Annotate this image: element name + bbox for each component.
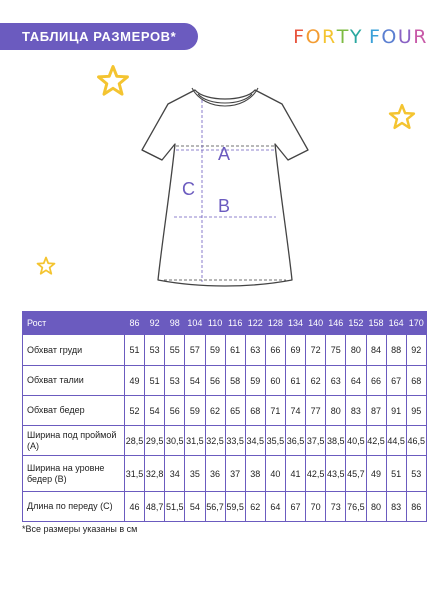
table-cell: 66 bbox=[366, 366, 386, 396]
table-cell: 61 bbox=[286, 366, 306, 396]
footnote: *Все размеры указаны в см bbox=[22, 524, 138, 534]
table-cell: 67 bbox=[386, 366, 406, 396]
table-cell: 74 bbox=[286, 396, 306, 426]
table-cell: 80 bbox=[366, 492, 386, 522]
table-cell: 59 bbox=[185, 396, 205, 426]
table-cell: 53 bbox=[145, 335, 165, 366]
size-table bbox=[22, 311, 427, 522]
table-cell: 41 bbox=[286, 456, 306, 492]
table-cell: 57 bbox=[185, 335, 205, 366]
table-cell: 63 bbox=[326, 366, 346, 396]
table-cell: 51 bbox=[145, 366, 165, 396]
table-cell: 31,5 bbox=[185, 426, 205, 456]
table-cell: 32,5 bbox=[205, 426, 225, 456]
table-cell: 33,5 bbox=[225, 426, 245, 456]
table-row bbox=[23, 335, 427, 366]
label-b: B bbox=[218, 196, 231, 216]
table-cell: 69 bbox=[286, 335, 306, 366]
table-cell: 80 bbox=[326, 396, 346, 426]
logo-letter: R bbox=[322, 26, 337, 48]
table-cell: 56,7 bbox=[205, 492, 225, 522]
dress-diagram bbox=[140, 82, 310, 292]
logo-letter: O bbox=[381, 26, 398, 48]
size-header-cell: 122 bbox=[245, 312, 265, 335]
logo-letter: U bbox=[397, 26, 414, 48]
table-cell: 67 bbox=[286, 492, 306, 522]
table-cell: 30,5 bbox=[165, 426, 185, 456]
table-cell: 62 bbox=[306, 366, 326, 396]
logo-letter: T bbox=[336, 26, 350, 48]
title-banner bbox=[0, 23, 198, 50]
table-cell: 60 bbox=[265, 366, 285, 396]
table-cell: 40,5 bbox=[346, 426, 366, 456]
table-cell: 44,5 bbox=[386, 426, 406, 456]
logo-letter: Y bbox=[349, 26, 363, 48]
banner-title: ТАБЛИЦА РАЗМЕРОВ* bbox=[22, 29, 177, 44]
table-cell: 88 bbox=[386, 335, 406, 366]
table-cell: 73 bbox=[326, 492, 346, 522]
table-cell: 62 bbox=[205, 396, 225, 426]
label-a: A bbox=[218, 144, 231, 164]
table-cell: 83 bbox=[386, 492, 406, 522]
table-cell: 42,5 bbox=[366, 426, 386, 456]
table-cell: 68 bbox=[406, 366, 426, 396]
table-cell: 75 bbox=[326, 335, 346, 366]
table-cell: 91 bbox=[386, 396, 406, 426]
table-cell: 70 bbox=[306, 492, 326, 522]
table-cell: 63 bbox=[245, 335, 265, 366]
table-cell: 45,7 bbox=[346, 456, 366, 492]
table-cell: 52 bbox=[125, 396, 145, 426]
table-row bbox=[23, 426, 427, 456]
table-cell: 76,5 bbox=[346, 492, 366, 522]
table-cell: 92 bbox=[406, 335, 426, 366]
table-row bbox=[23, 456, 427, 492]
table-row bbox=[23, 396, 427, 426]
table-cell: 56 bbox=[205, 366, 225, 396]
dress-outline bbox=[142, 90, 308, 286]
table-cell: 86 bbox=[406, 492, 426, 522]
table-cell: 38,5 bbox=[326, 426, 346, 456]
table-cell: 65 bbox=[225, 396, 245, 426]
logo-letter: R bbox=[413, 26, 428, 48]
table-cell: 34 bbox=[165, 456, 185, 492]
table-cell: 42,5 bbox=[306, 456, 326, 492]
table-row bbox=[23, 492, 427, 522]
table-cell: 49 bbox=[125, 366, 145, 396]
table-cell: 77 bbox=[306, 396, 326, 426]
size-header-cell: 86 bbox=[125, 312, 145, 335]
table-cell: 38 bbox=[245, 456, 265, 492]
table-cell: 40 bbox=[265, 456, 285, 492]
size-header-cell: 146 bbox=[326, 312, 346, 335]
size-header-cell: 128 bbox=[265, 312, 285, 335]
size-header-cell: 140 bbox=[306, 312, 326, 335]
row-label: Ширина под проймой (А) bbox=[23, 426, 125, 456]
table-cell: 36,5 bbox=[286, 426, 306, 456]
star-icon bbox=[36, 256, 56, 276]
row-label: Обхват талии bbox=[23, 366, 125, 396]
size-header-cell: 110 bbox=[205, 312, 225, 335]
row-label: Длина по переду (С) bbox=[23, 492, 125, 522]
table-cell: 72 bbox=[306, 335, 326, 366]
table-cell: 59 bbox=[205, 335, 225, 366]
size-header-cell: 134 bbox=[286, 312, 306, 335]
table-cell: 35,5 bbox=[265, 426, 285, 456]
size-header-cell: 152 bbox=[346, 312, 366, 335]
table-cell: 53 bbox=[406, 456, 426, 492]
table-cell: 66 bbox=[265, 335, 285, 366]
logo-letter: O bbox=[305, 26, 323, 48]
table-cell: 62 bbox=[245, 492, 265, 522]
table-cell: 37 bbox=[225, 456, 245, 492]
table-cell: 31,5 bbox=[125, 456, 145, 492]
table-cell: 32,8 bbox=[145, 456, 165, 492]
label-c: C bbox=[182, 179, 195, 199]
star-icon bbox=[388, 103, 416, 131]
table-cell: 68 bbox=[245, 396, 265, 426]
logo-letter: F bbox=[368, 26, 382, 48]
table-cell: 51 bbox=[386, 456, 406, 492]
table-cell: 51 bbox=[125, 335, 145, 366]
size-header-cell: 104 bbox=[185, 312, 205, 335]
table-row bbox=[23, 366, 427, 396]
table-cell: 53 bbox=[165, 366, 185, 396]
table-cell: 43,5 bbox=[326, 456, 346, 492]
table-cell: 49 bbox=[366, 456, 386, 492]
size-header-cell: 164 bbox=[386, 312, 406, 335]
table-cell: 51,5 bbox=[165, 492, 185, 522]
table-cell: 84 bbox=[366, 335, 386, 366]
table-header-row bbox=[23, 312, 427, 335]
size-header-cell: 158 bbox=[366, 312, 386, 335]
table-cell: 56 bbox=[165, 396, 185, 426]
logo-letter: F bbox=[293, 26, 306, 48]
row-label: Обхват бедер bbox=[23, 396, 125, 426]
table-cell: 34,5 bbox=[245, 426, 265, 456]
row-label: Обхват груди bbox=[23, 335, 125, 366]
table-cell: 54 bbox=[185, 492, 205, 522]
table-cell: 87 bbox=[366, 396, 386, 426]
table-cell: 46,5 bbox=[406, 426, 426, 456]
table-cell: 55 bbox=[165, 335, 185, 366]
size-header-cell: 98 bbox=[165, 312, 185, 335]
brand-logo bbox=[293, 26, 428, 48]
row-label: Ширина на уровне бедер (В) bbox=[23, 456, 125, 492]
table-cell: 37,5 bbox=[306, 426, 326, 456]
table-cell: 64 bbox=[265, 492, 285, 522]
table-cell: 54 bbox=[145, 396, 165, 426]
table-cell: 80 bbox=[346, 335, 366, 366]
table-cell: 59 bbox=[245, 366, 265, 396]
table-cell: 54 bbox=[185, 366, 205, 396]
table-cell: 61 bbox=[225, 335, 245, 366]
table-cell: 48,7 bbox=[145, 492, 165, 522]
table-cell: 83 bbox=[346, 396, 366, 426]
table-cell: 35 bbox=[185, 456, 205, 492]
table-cell: 95 bbox=[406, 396, 426, 426]
table-cell: 29,5 bbox=[145, 426, 165, 456]
table-cell: 28,5 bbox=[125, 426, 145, 456]
table-cell: 64 bbox=[346, 366, 366, 396]
size-header-cell: 170 bbox=[406, 312, 426, 335]
header-height-label: Рост bbox=[23, 312, 125, 335]
table-cell: 36 bbox=[205, 456, 225, 492]
table-cell: 59,5 bbox=[225, 492, 245, 522]
size-header-cell: 92 bbox=[145, 312, 165, 335]
table-cell: 46 bbox=[125, 492, 145, 522]
size-header-cell: 116 bbox=[225, 312, 245, 335]
table-cell: 58 bbox=[225, 366, 245, 396]
table-cell: 71 bbox=[265, 396, 285, 426]
star-icon bbox=[96, 64, 130, 98]
